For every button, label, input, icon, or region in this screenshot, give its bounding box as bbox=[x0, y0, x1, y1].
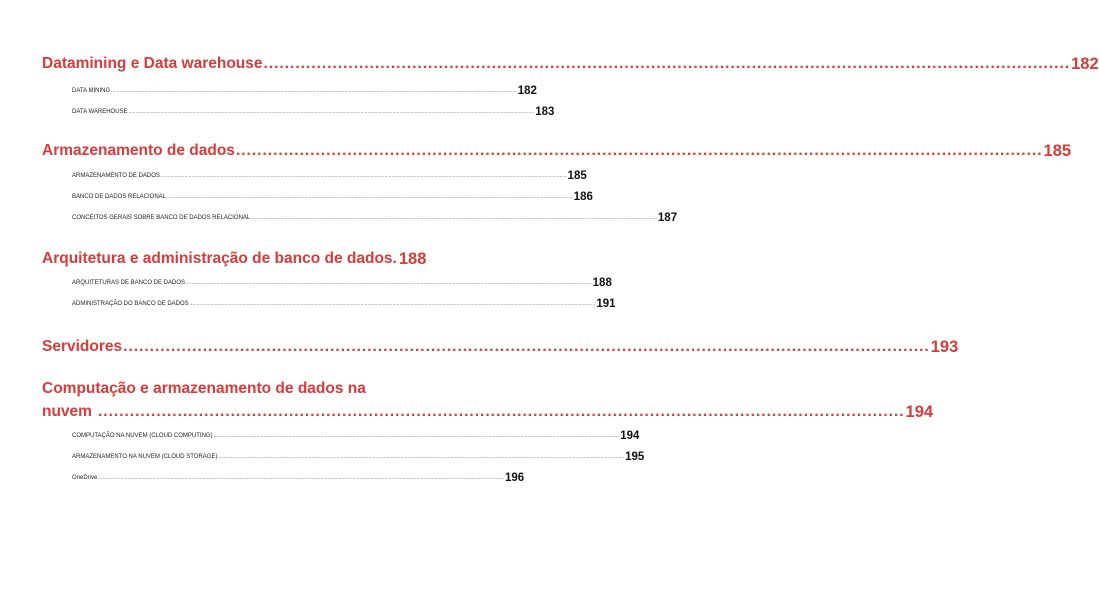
toc-entry[interactable] bbox=[72, 290, 616, 311]
entry-title: ARQUITETURAS DE BANCO DE DADOS bbox=[72, 280, 186, 286]
section-title: Datamining e Data warehouse bbox=[42, 55, 263, 72]
section-title: Servidores bbox=[42, 338, 123, 355]
entry-title: ARMAZENAMENTO NA NUVEM (CLOUD STORAGE) bbox=[72, 454, 218, 460]
toc-section-heading[interactable] bbox=[42, 249, 427, 269]
section-page-number: 188 bbox=[398, 250, 427, 268]
toc-section-heading[interactable] bbox=[42, 337, 959, 357]
entry-page-number: 195 bbox=[625, 451, 645, 463]
toc-section bbox=[42, 337, 959, 357]
entry-title: ARMAZENAMENTO DE DADOS bbox=[72, 173, 160, 179]
toc-section-heading[interactable] bbox=[42, 379, 934, 422]
entry-title: DATA MINING bbox=[72, 88, 111, 94]
dot-leader bbox=[236, 141, 1043, 161]
entry-page-number: 188 bbox=[592, 277, 612, 289]
entry-title: COMPUTAÇÃO NA NUVEM (CLOUD COMPUTING) bbox=[72, 433, 213, 439]
toc-entry[interactable] bbox=[72, 77, 537, 98]
toc-entries bbox=[42, 422, 645, 485]
entry-page-number: 182 bbox=[517, 85, 537, 97]
dot-leader bbox=[123, 337, 930, 357]
toc-section bbox=[42, 141, 1072, 225]
toc-entry[interactable] bbox=[72, 98, 555, 119]
dot-leader bbox=[190, 298, 596, 311]
toc-entry[interactable] bbox=[72, 422, 640, 443]
toc-entries bbox=[42, 77, 555, 119]
section-title: Arquitetura e administração de banco de dados. bbox=[42, 250, 397, 267]
dot-leader bbox=[161, 170, 567, 183]
entry-page-number: 183 bbox=[535, 106, 555, 118]
toc-entry[interactable] bbox=[72, 464, 525, 485]
entry-page-number: 196 bbox=[504, 472, 525, 484]
dot-leader bbox=[129, 106, 535, 119]
dot-leader bbox=[264, 54, 1071, 74]
entry-page-number: 185 bbox=[567, 170, 587, 182]
dot-leader bbox=[111, 85, 517, 98]
section-title-line2: nuvem bbox=[42, 403, 92, 420]
dot-leader bbox=[218, 451, 624, 464]
toc-section bbox=[42, 249, 616, 311]
toc-section bbox=[42, 379, 934, 485]
dot-leader bbox=[214, 430, 620, 443]
toc-section-heading[interactable] bbox=[42, 54, 1099, 74]
dot-leader bbox=[98, 472, 504, 485]
section-page-number: 194 bbox=[905, 403, 934, 421]
toc-entries bbox=[42, 162, 678, 225]
section-page-number: 185 bbox=[1043, 142, 1072, 160]
entry-title: BANCO DE DADOS RELACIONAL bbox=[72, 194, 167, 200]
entry-page-number: 186 bbox=[573, 191, 593, 203]
entry-page-number: 187 bbox=[657, 212, 678, 224]
entry-title: DATA WAREHOUSE bbox=[72, 109, 128, 115]
entry-page-number: 191 bbox=[596, 298, 616, 310]
dot-leader bbox=[186, 277, 592, 290]
toc-entry[interactable] bbox=[72, 183, 593, 204]
toc-entry[interactable] bbox=[72, 269, 612, 290]
section-page-number: 193 bbox=[930, 338, 959, 356]
toc-entries bbox=[42, 269, 616, 311]
dot-leader bbox=[98, 402, 905, 422]
entry-title: ADMINISTRAÇÃO DO BANCO DE DADOS bbox=[72, 301, 189, 307]
section-title: Armazenamento de dados bbox=[42, 142, 235, 159]
section-page-number: 182 bbox=[1071, 55, 1099, 73]
dot-leader bbox=[167, 191, 573, 204]
dot-leader bbox=[251, 212, 657, 225]
entry-page-number: 194 bbox=[620, 430, 640, 442]
toc-entry[interactable] bbox=[72, 204, 678, 225]
toc-section bbox=[42, 54, 1099, 119]
section-title-line1: Computação e armazenamento de dados na bbox=[42, 380, 366, 397]
toc-entry[interactable] bbox=[72, 443, 645, 464]
toc-entry[interactable] bbox=[72, 162, 587, 183]
entry-title: OneDrive bbox=[72, 475, 98, 481]
toc-section-heading[interactable] bbox=[42, 141, 1072, 161]
entry-title: CONCEITOS GERAIS SOBRE BANCO DE DADOS RELACIONAL bbox=[72, 215, 251, 221]
